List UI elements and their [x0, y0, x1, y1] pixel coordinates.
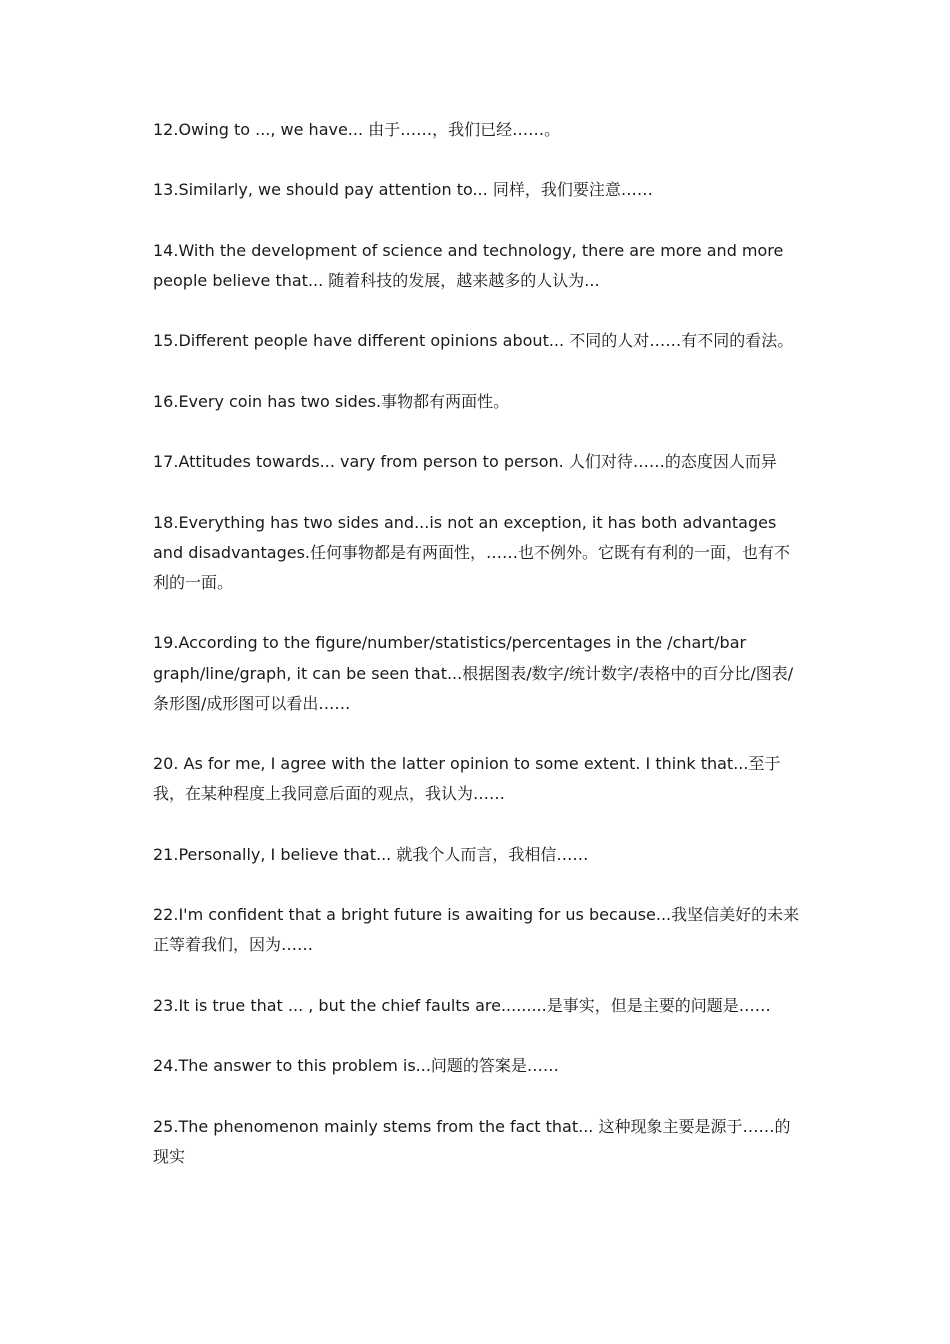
phrase-entry-18: 18.Everything has two sides and...is not an exception, it has both advantages and disadvantages.任何事物都是有两面性，……也不例外。它既有有利的一面，也有不利的一面。 [153, 512, 791, 592]
phrase-entry-14: 14.With the development of science and technology, there are more and more people believe that... 随着科技的发展，越来越多的人认为... [153, 240, 784, 290]
phrase-entry-22: 22.I'm confident that a bright future is awaiting for us because...我坚信美好的未来正等着我们，因为…… [153, 905, 800, 955]
phrase-entry-21: 21.Personally, I believe that... 就我个人而言，我相信…… [153, 844, 589, 864]
phrase-entry-13: 13.Similarly, we should pay attention to... 同样，我们要注意…… [153, 180, 653, 200]
document-body [153, 115, 803, 1172]
phrase-entry-23: 23.It is true that ... , but the chief faults are.........是事实，但是主要的问题是…… [153, 995, 771, 1015]
phrase-entry-17: 17.Attitudes towards... vary from person to person. 人们对待……的态度因人而异 [153, 452, 777, 472]
phrase-entry-12: 12.Owing to ..., we have... 由于……，我们已经……。 [153, 120, 561, 139]
phrase-entry-20: 20. As for me, I agree with the latter opinion to some extent. I think that...至于我，在某种程度上我同意后面的观点，我认为…… [153, 754, 781, 804]
phrase-entry-15: 15.Different people have different opinions about... 不同的人对……有不同的看法。 [153, 331, 794, 351]
phrase-entry-24: 24.The answer to this problem is...问题的答案是…… [153, 1056, 559, 1076]
phrase-entry-25: 25.The phenomenon mainly stems from the fact that... 这种现象主要是源于……的现实 [153, 1116, 791, 1166]
phrase-entry-19: 19.According to the figure/number/statistics/percentages in the /chart/bar graph/line/graph, it can be seen that...根据图表/数字/统计数字/表格中的百分比/图表/条形图/成形图可以看出…… [153, 633, 794, 713]
phrase-entry-16: 16.Every coin has two sides.事物都有两面性。 [153, 391, 510, 411]
